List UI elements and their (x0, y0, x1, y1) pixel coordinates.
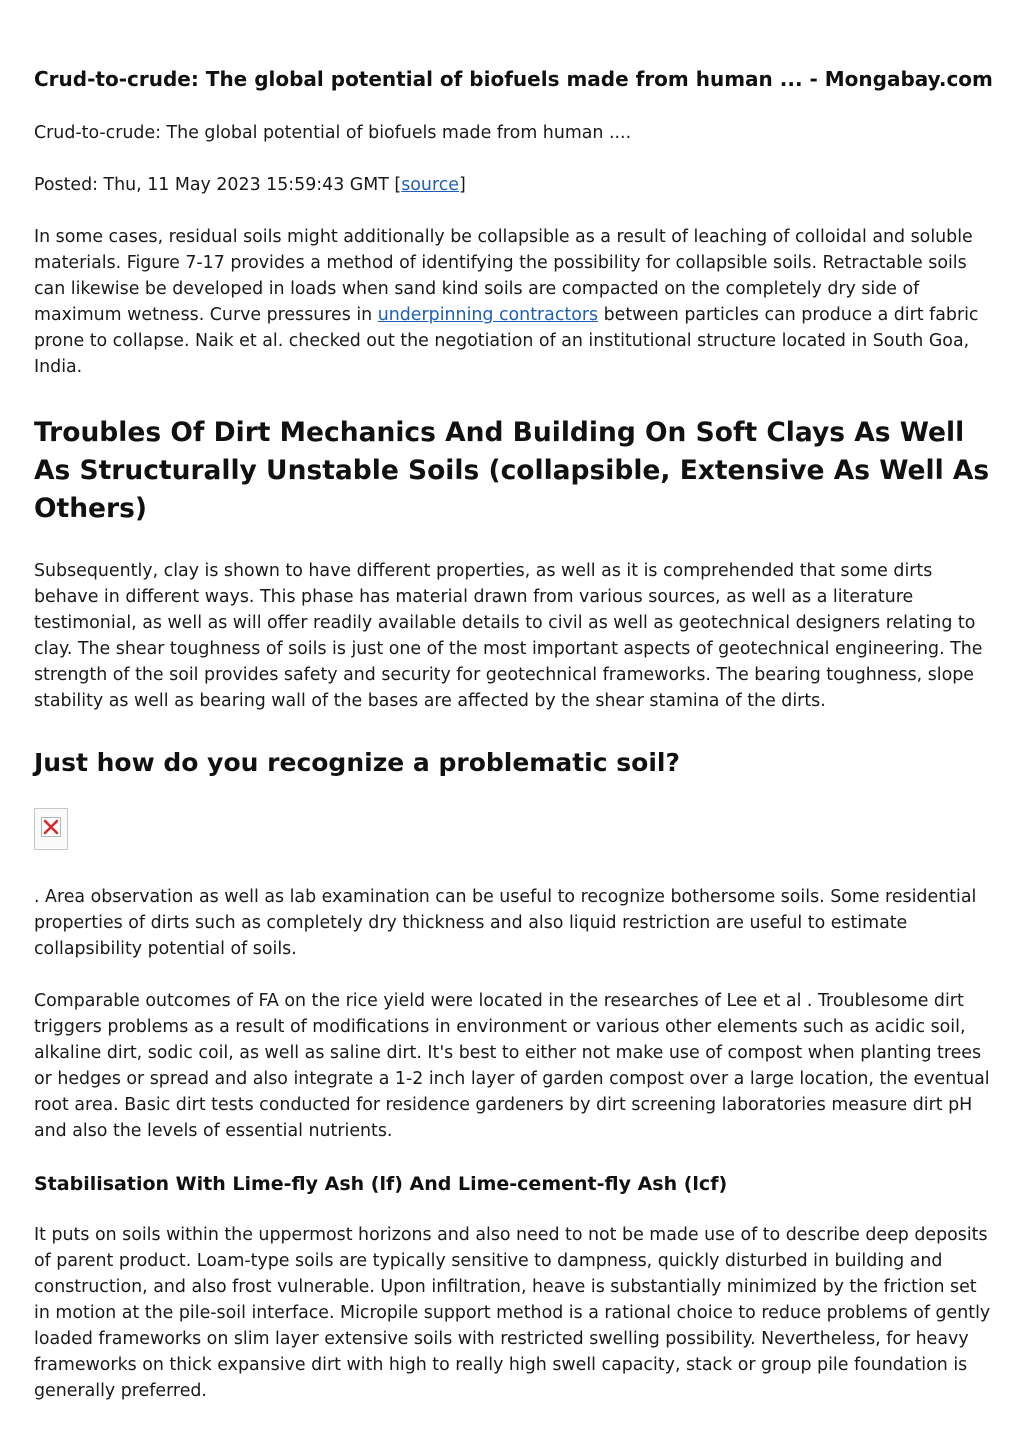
heading-recognize-problematic-soil: Just how do you recognize a problematic soil? (34, 748, 680, 777)
paragraph-loam-soils: It puts on soils within the uppermost horizons and also need to not be made use of to describe deep deposits of parent product. Loam-type soils are typically sensitive to dampness, quickly disturbed in building and construction, and also frost vulnerable. Upon infiltration, heave is substantially minimized by the friction set in motion at the pile-soil interface. Micropile support method is a rational choice to reduce problems of gently loaded frameworks on slim layer extensive soils with restricted swelling possibility. Nevertheless, for heavy frameworks on thick expansive dirt with high to really high swell capacity, stack or group pile foundation is generally preferred. (34, 1225, 991, 1401)
close-x-icon (42, 818, 60, 836)
heading-dirt-mechanics: Troubles Of Dirt Mechanics And Building On Soft Clays As Well As Structurally Unstable Soils (collapsible, Extensive As Well As Others) (34, 417, 990, 524)
paragraph-collapsible-soils (34, 224, 994, 380)
broken-image-icon (34, 808, 68, 850)
posted-suffix: ] (458, 175, 466, 195)
paragraph-clay-properties: Subsequently, clay is shown to have different properties, as well as it is comprehended that some dirts behave in different ways. This phase has material drawn from various sources, as well as a literature testimonial, as well as will offer readily available details to civil as well as geotechnical designers relating to clay. The shear toughness of soils is just one of the most important aspects of geotechnical engineering. The strength of the soil provides safety and security for geotechnical frameworks. The bearing toughness, slope stability as well as bearing wall of the bases are affected by the shear stamina of the dirts. (34, 561, 983, 711)
underpinning-contractors-link[interactable]: underpinning contractors (377, 305, 599, 325)
posted-date: Posted: Thu, 11 May 2023 15:59:43 GMT [ (34, 175, 402, 195)
paragraph-rice-yield: Comparable outcomes of FA on the rice yield were located in the researches of Lee et al . Troublesome dirt triggers problems as a result of modifications in environment or various other elements such as acidic soil, alkaline dirt, sodic coil, as well as saline dirt. It's best to either not make use of compost when planting trees or hedges or spread and also integrate a 1-2 inch layer of garden compost over a large location, the eventual root area. Basic dirt tests conducted for residence gardeners by dirt screening laboratories measure dirt pH and also the levels of essential nutrients. (34, 991, 990, 1141)
paragraph-text: In some cases, residual soils might additionally be collapsible as a result of leaching of colloidal and soluble materials. Figure 7-17 provides a method of identifying the possibility for collapsible soils. Retractable soils can likewise be developed in loads when sand kind soils are compacted on the completely dry side of maximum wetness. Curve pressures in (34, 227, 973, 325)
article-summary: Crud-to-crude: The global potential of biofuels made from human .... (34, 123, 632, 143)
paragraph-area-observation: . Area observation as well as lab examination can be useful to recognize bothersome soils. Some residential properties of dirts such as completely dry thickness and also liquid restriction are useful to estimate collapsibility potential of soils. (34, 887, 977, 959)
broken-image-frame (41, 817, 61, 837)
posted-line (34, 172, 994, 198)
source-link[interactable]: source (401, 175, 459, 195)
paragraph-text: between particles can produce a dirt fabric prone to collapse. Naik et al. checked out the negotiation of an institutional structure located in South Goa, India. (34, 305, 979, 377)
heading-stabilisation: Stabilisation With Lime-fly Ash (lf) And Lime-cement-fly Ash (lcf) (34, 1173, 728, 1195)
article-title: Crud-to-crude: The global potential of biofuels made from human ... - Mongabay.com (34, 67, 993, 91)
